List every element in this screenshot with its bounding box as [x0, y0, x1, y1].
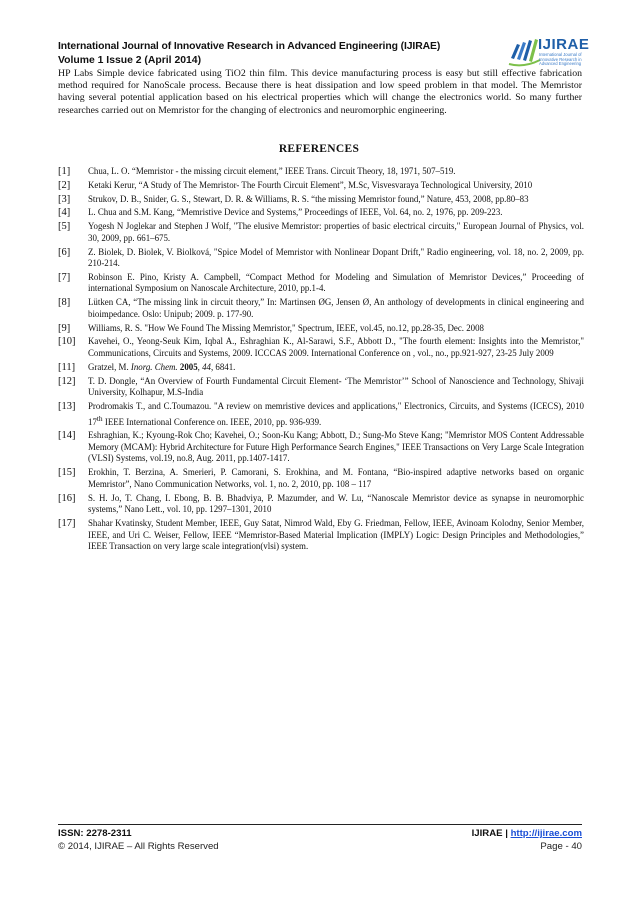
reference-text: Robinson E. Pino, Kristy A. Campbell, “Compact Method for Modeling and Simulation of Memristor Devices,” Proceeding of international Symposium on Nanoscale Architecture, 2010, pp.1-4. — [88, 271, 584, 294]
footer-copyright: © 2014, IJIRAE – All Rights Reserved — [58, 841, 219, 852]
journal-website-link[interactable]: http://ijirae.com — [510, 828, 582, 839]
references-list — [58, 166, 584, 555]
reference-text: Lütken CA, “The missing link in circuit theory,” In: Martinsen ØG, Jensen Ø, An anthology of developments in clinical engineering and bioimpedance. Oslo: Unipub; 2009. p. 177-90. — [88, 297, 584, 319]
logo-wordmark: IJIRAE — [538, 36, 590, 53]
reference-item — [58, 221, 584, 244]
footer-right — [472, 827, 582, 853]
reference-text: Williams, R. S. "How We Found The Missing Memristor," Spectrum, IEEE, vol.45, no.12, pp.28-35, Dec. 2008 — [88, 322, 484, 333]
reference-item — [58, 362, 584, 374]
reference-item — [58, 518, 584, 553]
reference-number: [12] — [58, 375, 76, 387]
reference-number: [3] — [58, 193, 71, 205]
reference-text: S. H. Jo, T. Chang, I. Ebong, B. B. Bhadviya, P. Mazumder, and W. Lu, “Nanoscale Memristor device as synapse in neuromorphic systems,” Nano Lett., vol. 10, pp. 1297–1301, 2010 — [88, 492, 584, 515]
reference-number: [14] — [58, 430, 76, 442]
reference-text: T. D. Dongle, “An Overview of Fourth Fundamental Circuit Element- ‘The Memristor’” School of Nanoscience and Technology, Shivaji University, Kolhapur, M.S-India — [88, 375, 584, 398]
reference-item — [58, 207, 584, 219]
reference-item — [58, 493, 584, 516]
logo-subtitle: International Journal of Innovative Research in Advanced Engineering — [539, 52, 582, 67]
reference-item — [58, 430, 584, 465]
reference-text: Chua, L. O. “Memristor - the missing circuit element,” IEEE Trans. Circuit Theory, 18, 1971, 507–519. — [88, 166, 456, 176]
reference-item — [58, 336, 584, 359]
reference-item — [58, 180, 584, 192]
reference-text: Z. Biolek, D. Biolek, V. Biolková, "Spice Model of Memristor with Nonlinear Dopant Drift," Radio engineering, vol. 18, no. 2, 2009, pp. 210-214. — [88, 246, 584, 269]
reference-text: Gratzel, M. Inorg. Chem. 2005, 44, 6841. — [88, 361, 236, 372]
footer-left — [58, 827, 219, 853]
reference-item — [58, 194, 584, 206]
reference-number: [16] — [58, 492, 76, 504]
reference-number: [13] — [58, 400, 76, 412]
reference-item — [58, 297, 584, 320]
reference-item — [58, 376, 584, 399]
reference-number: [5] — [58, 221, 71, 233]
reference-number: [11] — [58, 361, 76, 373]
reference-text: Shahar Kvatinsky, Student Member, IEEE, Guy Satat, Nimrod Wald, Eby G. Friedman, Fellow, IEEE, Avinoam Kolodny, Senior Member, IEEE, and Uri C. Weiser, Fellow, IEEE “Memristor-Based Material Implication (IMPLY) Logic: Design Principles and Methodologies,” IEEE Transaction on very large scale integration(vlsi) system. — [88, 518, 584, 552]
reference-text: Eshraghian, K.; Kyoung-Rok Cho; Kavehei, O.; Soon-Ku Kang; Abbott, D.; Sung-Mo Steve Kang; "Memristor MOS Content Addressable Memory (MCAM): Hybrid Architecture for Future High Performance Search Engines," IEEE Transactions on Very Large Scale Integration (VLSI) Systems, vol.19, no.8, Aug. 2011, pp.1407-1417. — [88, 430, 584, 464]
reference-text: Prodromakis T., and C.Toumazou. "A review on memristive devices and applications," Electronics, Circuits, and Systems (ICECS), 2010 17th IEEE International Conference on. IEEE, 2010, pp. 936-939. — [88, 400, 584, 427]
logo-swoosh-icon — [508, 34, 542, 70]
footer-divider — [58, 824, 582, 825]
reference-number: [17] — [58, 518, 76, 529]
reference-number: [7] — [58, 271, 71, 283]
reference-number: [4] — [58, 207, 71, 219]
reference-item — [58, 323, 584, 335]
reference-text: Kavehei, O., Yeong-Seuk Kim, Iqbal A., Eshraghian K., Al-Sarawi, S.F., Abbott D., "The fourth element: Insights into the Memristor," Communications, Circuits and Systems, 2009. ICCCAS 2009. International Conference on , vol., no., pp.921-927, 23-25 July 2009 — [88, 336, 584, 358]
reference-text: Ketaki Kerur, “A Study of The Memristor- The Fourth Circuit Element”, M.Sc, Visvesvaraya Technological University, 2010 — [88, 179, 533, 190]
footer-site-line — [472, 827, 582, 840]
reference-item — [58, 247, 584, 270]
intro-paragraph: HP Labs Simple device fabricated using TiO2 thin film. This device manufacturing process is easy but still effective fabrication method required for NanoScale process. Because there is heat dissipation and low speed problem in that model. The Memristor having several potential application based on his electrical properties which will change the electronics world. So many further researches carried out on Memristor for the changing of electronics and neuromorphic engineering. — [58, 68, 582, 116]
reference-number: [6] — [58, 246, 71, 258]
reference-item — [58, 401, 584, 428]
footer-journal-abbr: IJIRAE | — [471, 828, 511, 839]
reference-text: Strukov, D. B., Snider, G. S., Stewart, D. R. & Williams, R. S. “the missing Memristor found,” Nature, 453, 2008, pp.80–83 — [88, 193, 529, 204]
journal-volume: Volume 1 Issue 2 (April 2014) — [58, 55, 202, 66]
reference-number: [15] — [58, 467, 76, 479]
references-heading: REFERENCES — [278, 143, 360, 155]
reference-number: [8] — [58, 297, 71, 309]
reference-number: [9] — [58, 322, 71, 334]
footer-issn: ISSN: 2278-2311 — [58, 828, 132, 839]
reference-item — [58, 166, 584, 178]
reference-text: Erokhin, T. Berzina, A. Smerieri, P. Camorani, S. Erokhina, and M. Fontana, “Bio-inspired adaptive networks based on organic Memristor”, Nano Communication Networks, vol. 1, no. 2, 2010, pp. 108 – 117 — [88, 467, 584, 489]
reference-text: Yogesh N Joglekar and Stephen J Wolf, "The elusive Memristor: properties of basic electrical circuits," European Journal of Physics, vol. 30, 2009, pp. 661–675. — [88, 221, 584, 243]
reference-number: [2] — [58, 179, 71, 191]
reference-number: [10] — [58, 336, 76, 348]
reference-number: [1] — [58, 166, 71, 177]
reference-text: L. Chua and S.M. Kang, “Memristive Device and Systems,” Proceedings of IEEE, Vol. 64, no. 2, 1976, pp. 209-223. — [88, 207, 503, 218]
reference-item — [58, 272, 584, 295]
page-number: Page - 40 — [540, 841, 582, 852]
reference-item — [58, 467, 584, 490]
journal-title: International Journal of Innovative Research in Advanced Engineering (IJIRAE) — [58, 41, 441, 52]
